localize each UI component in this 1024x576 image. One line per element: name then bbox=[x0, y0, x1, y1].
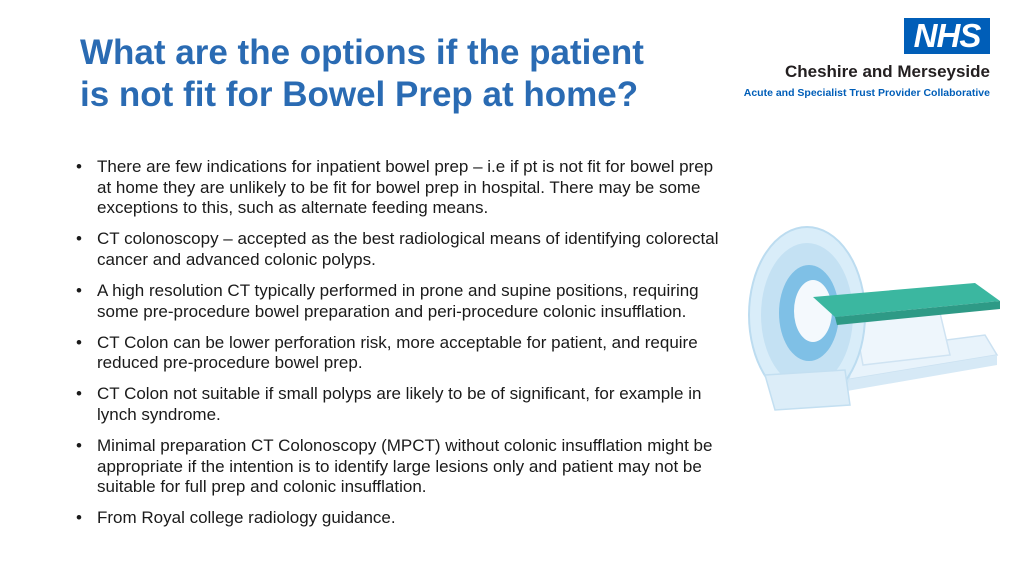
bullet-item bbox=[76, 384, 726, 425]
slide-title-line-1: What are the options if the patient bbox=[80, 33, 644, 72]
bullet-dot: • bbox=[76, 384, 82, 404]
slide-title bbox=[80, 32, 720, 116]
slide-title-line-2: is not fit for Bowel Prep at home? bbox=[80, 75, 639, 114]
nhs-logo bbox=[740, 18, 990, 108]
bullet-item bbox=[76, 333, 726, 374]
bullet-dot: • bbox=[76, 280, 82, 300]
bullet-dot: • bbox=[76, 332, 82, 352]
bullet-text: CT colonoscopy – accepted as the best radiological means of identifying colorectal cancer and advanced colonic polyps. bbox=[97, 229, 719, 269]
bullet-item bbox=[76, 229, 726, 270]
bullet-dot: • bbox=[76, 436, 82, 456]
bullet-text: From Royal college radiology guidance. bbox=[97, 508, 396, 528]
bullet-item bbox=[76, 436, 726, 498]
bullet-item bbox=[76, 281, 726, 322]
bullet-text: A high resolution CT typically performed in prone and supine positions, requiring some pre-procedure bowel preparation and peri-procedure colonic insufflation. bbox=[97, 280, 699, 321]
bullet-text: There are few indications for inpatient bowel prep – i.e if pt is not fit for bowel prep at home they are unlikely to be fit for bowel prep in hospital. There may be some exceptions to this, such as alternate feeding means. bbox=[97, 157, 714, 218]
bullet-text: CT Colon not suitable if small polyps are likely to be of significant, for example in lynch syndrome. bbox=[97, 384, 702, 424]
bullet-dot: • bbox=[76, 229, 82, 249]
org-subtitle: Acute and Specialist Trust Provider Collaborative bbox=[743, 87, 990, 99]
bullet-item bbox=[76, 508, 726, 529]
bullet-text: Minimal preparation CT Colonoscopy (MPCT) without colonic insufflation might be appropriate if the intention is to identify large lesions only and patient may not be suitable for full prep and colonic insufflation. bbox=[97, 436, 713, 497]
bullet-list bbox=[76, 157, 726, 539]
bullet-item bbox=[76, 157, 726, 219]
bullet-text: CT Colon can be lower perforation risk, more acceptable for patient, and require reduced pre-procedure bowel prep. bbox=[97, 332, 698, 373]
nhs-logo-mark: NHS bbox=[904, 18, 990, 54]
ct-scanner-icon bbox=[735, 205, 1005, 430]
org-name: Cheshire and Merseyside bbox=[784, 62, 990, 81]
bullet-dot: • bbox=[76, 508, 82, 528]
bullet-dot: • bbox=[76, 157, 82, 176]
